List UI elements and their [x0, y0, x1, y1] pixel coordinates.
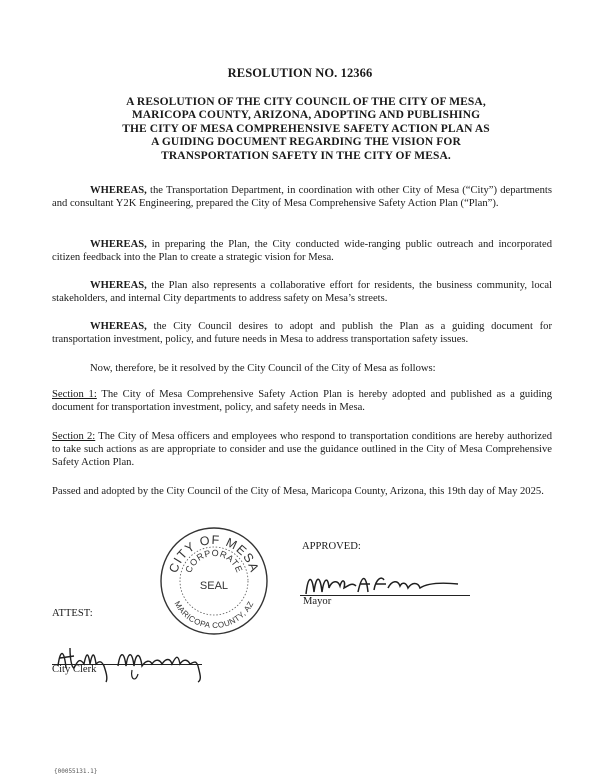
seal-bottom-text: MARICOPA COUNTY, AZ	[172, 599, 256, 631]
whereas-paragraph-3	[52, 279, 552, 305]
section-text: The City of Mesa Comprehensive Safety Action Plan is hereby adopted and published as a guiding document for transportation investment, policy, and safety needs in Mesa.	[52, 389, 552, 414]
passed-paragraph: Passed and adopted by the City Council of the City of Mesa, Maricopa County, Arizona, this 19th day of May 2025.	[52, 486, 544, 497]
whereas-lead: WHEREAS,	[90, 280, 147, 291]
resolution-title: RESOLUTION NO. 12366	[227, 66, 373, 80]
whereas-lead: WHEREAS,	[90, 239, 147, 250]
seal-center-text: SEAL	[199, 580, 229, 592]
whereas-lead: WHEREAS,	[90, 321, 147, 332]
mayor-label: Mayor	[303, 596, 332, 607]
whereas-paragraph-1	[52, 184, 552, 210]
clerk-label: City Clerk	[52, 664, 97, 675]
whereas-paragraph-2	[52, 238, 552, 264]
section-label: Section 2:	[52, 431, 96, 442]
city-seal-stamp	[156, 522, 272, 640]
whereas-lead: WHEREAS,	[90, 185, 147, 196]
whereas-text: in preparing the Plan, the City conducted wide-ranging public outreach and incorporated citizen feedback into the Plan to create a strategic vision for Mesa.	[52, 239, 552, 264]
resolution-subtitle: A RESOLUTION OF THE CITY COUNCIL OF THE CITY OF MESA, MARICOPA COUNTY, ARIZONA, ADOPTING AND PUBLISHING THE CITY OF MESA COMPREHENSIVE SAFETY ACTION PLAN AS A GUIDING DOCUMENT REGARDING THE VISION FOR TRANSPORTATION SAFETY IN THE CITY OF MESA.	[122, 96, 490, 162]
document-footer-id: {00055131.1}	[54, 768, 98, 775]
section-text: The City of Mesa officers and employees who respond to transportation conditions are hereby authorized to take such actions as are appropriate to consider and use the guidance outlined in the City of Mesa Comprehensive Safety Action Plan.	[52, 431, 552, 469]
whereas-paragraph-4	[52, 320, 552, 346]
clerk-signature	[46, 636, 216, 686]
resolved-paragraph: Now, therefore, be it resolved by the City Council of the City of Mesa as follows:	[90, 363, 436, 374]
approved-label: APPROVED:	[302, 541, 361, 552]
seal-middle-text: CORPORATE	[183, 547, 245, 575]
whereas-text: the City Council desires to adopt and publish the Plan as a guiding document for transportation investment, policy, and future needs in Mesa to address transportation safety issues.	[52, 321, 552, 346]
whereas-text: the Plan also represents a collaborative effort for residents, the business community, local stakeholders, and internal City departments to address safety on Mesa’s streets.	[52, 280, 552, 305]
section-2-paragraph	[52, 430, 552, 470]
section-label: Section 1:	[52, 389, 97, 400]
section-1-paragraph	[52, 388, 552, 414]
attest-label: ATTEST:	[52, 608, 93, 619]
whereas-text: the Transportation Department, in coordination with other City of Mesa (“City”) departments and consultant Y2K Engineering, prepared the City of Mesa Comprehensive Safety Action Plan (“Plan”).	[52, 185, 552, 210]
seal-top-text: CITY OF MESA	[166, 532, 262, 575]
